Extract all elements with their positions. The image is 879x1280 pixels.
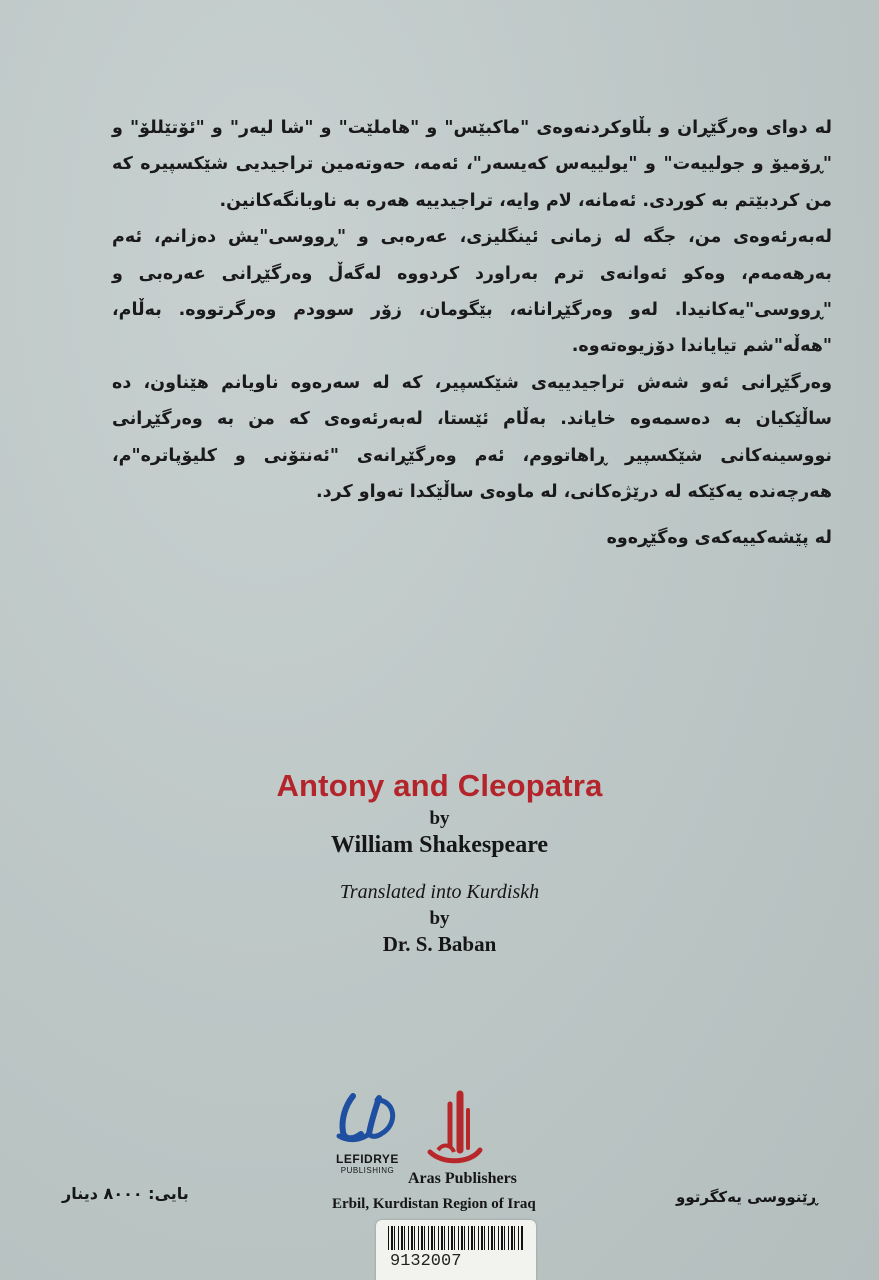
lefidrye-logo xyxy=(330,1090,405,1175)
kurdish-closing-note: لە پێشەکییەکەی وەگێڕەوە xyxy=(606,528,832,549)
kurdish-paragraph-2: لەبەرئەوەی من، جگە لە زمانی ئینگلیزی، عەرەبی و "ڕووسی"یش دەزانم، ئەم بەرهەمەم، وەکو ئەوانەی ترم بەراورد کردووە لەگەڵ وەرگێڕانی عەرەبی و "ڕووسی"یەکانیدا. لەو وەرگێڕانانە، بێگومان، زۆر سوودم وەرگرتووە. بەڵام، "هەڵە"شم تیایاندا دۆزیوەتەوە. xyxy=(112,227,832,357)
translator-by-label: by xyxy=(429,908,450,929)
publisher-location: Erbil, Kurdistan Region of Iraq xyxy=(332,1196,536,1212)
aras-publisher-name: Aras Publishers xyxy=(408,1170,517,1187)
lefidrye-ld-icon xyxy=(335,1090,401,1146)
lefidrye-subtitle: PUBLISHING xyxy=(340,1166,395,1175)
kurdish-excerpt xyxy=(112,110,832,557)
barcode-number: 9132007 xyxy=(390,1252,462,1271)
orthography-label: ڕێنووسی یەکگرتوو xyxy=(676,1188,818,1206)
aras-logo xyxy=(424,1090,484,1174)
translated-label: Translated into Kurdiskh xyxy=(339,881,540,903)
lefidrye-name: LEFIDRYE xyxy=(336,1152,399,1166)
price-label: بایی: ٨٠٠٠ دینار xyxy=(62,1184,189,1203)
author-name: William Shakespeare xyxy=(330,832,549,858)
kurdish-paragraph-3: وەرگێڕانی ئەو شەش تراجیدییەی شێکسپیر، کە لە سەرەوە ناویانم هێناون، دە ساڵێکیان بە دەسمەوە خایاند. بەڵام ئێستا، لەبەرئەوەی کە من بە وەرگێڕانی نووسینەکانی شێکسپیر ڕاهاتووم، ئەم وەرگێڕانەی "ئەنتۆنی و کلیۆپاترە"م، هەرچەندە یەکێکە لە درێژەکانی، لە ماوەی ساڵێکدا تەواو کرد. xyxy=(112,372,832,503)
translator-name: Dr. S. Baban xyxy=(382,932,497,956)
title-block xyxy=(0,768,879,957)
kurdish-paragraph-1: لە دوای وەرگێڕان و بڵاوکردنەوەی "ماکبێس" و "هاملێت" و "شا لیەر" و "ئۆتێللۆ" و "ڕۆمیۆ و جولییەت" و "یولییەس کەیسەر"، ئەمە، حەوتەمین تراجیدیی شێکسپیرە کە من کردبێتم بە کوردی. ئەمانە، لام وایە، تراجیدییە هەرە بە ناوبانگەکانین. xyxy=(112,118,832,211)
barcode-sticker xyxy=(376,1220,536,1280)
by-label: by xyxy=(429,808,450,829)
book-title: Antony and Cleopatra xyxy=(276,768,603,803)
barcode-bars xyxy=(388,1226,524,1250)
aras-calligraphy-icon xyxy=(424,1090,484,1170)
